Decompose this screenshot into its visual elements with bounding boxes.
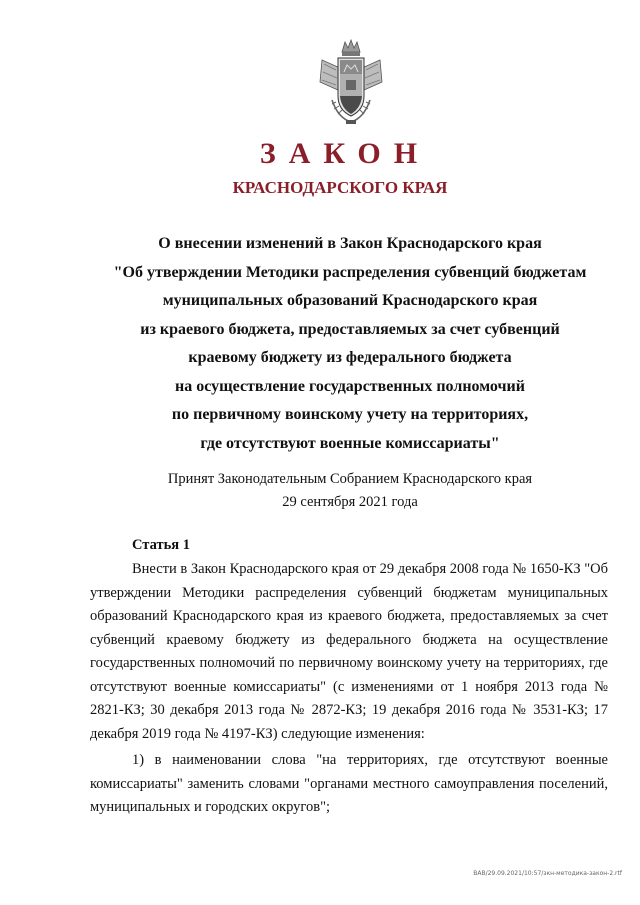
- article-paragraph: Внести в Закон Краснодарского края от 29 декабря 2008 года № 1650-КЗ "Об утверждении Методики распределения субвенций бюджетам муниципальных образований Краснодарского края из краевого бюджета, предоставляемых за счет субвенций краевому бюджету из федерального бюджета на осуществление государственных полномочий по первичному воинскому учету на территориях, где отсутствуют военные комиссариаты" (с изменениями от 1 ноября 2013 года № 2821-КЗ; 30 декабря 2013 года № 2872-КЗ; 19 декабря 2016 года № 3531-КЗ; 17 декабря 2019 года № 4197-КЗ) следующие изменения:: [90, 561, 608, 742]
- adoption-note: [90, 468, 610, 514]
- law-subtitle: КРАСНОДАРСКОГО КРАЯ: [232, 178, 448, 197]
- heading-line: краевому бюджету из федерального бюджета: [188, 349, 512, 366]
- heading-line: по первичному воинскому учету на территориях,: [171, 406, 529, 423]
- heading-line: на осуществление государственных полномочий: [175, 377, 525, 395]
- heading-line: муниципальных образований Краснодарского края: [162, 292, 538, 309]
- law-title: ЗАКОН: [259, 137, 431, 170]
- adoption-body: Принят Законодательным Собранием Краснодарского края: [167, 471, 533, 487]
- article-paragraph: 1) в наименовании слова "на территориях, где отсутствуют военные комиссариаты" заменить словами "органами местного самоуправления поселений, муниципальных и городских округов";: [90, 752, 608, 815]
- heading-line: О внесении изменений в Закон Краснодарского края: [158, 235, 542, 252]
- heading-line: из краевого бюджета, предоставляемых за счет субвенций: [140, 320, 560, 338]
- adoption-date: 29 сентября 2021 года: [282, 494, 418, 510]
- article-body: [90, 558, 608, 820]
- law-heading: [90, 230, 610, 458]
- document-footer-code: ВАВ/29.09.2021/10:57/зкн-методика-закон-2.rtf: [473, 870, 622, 877]
- heading-line: "Об утверждении Методики распределения субвенций бюджетам: [113, 263, 587, 281]
- heading-line: где отсутствуют военные комиссариаты": [200, 434, 500, 452]
- krasnodar-coat-of-arms-icon: [318, 38, 384, 126]
- article-title: Статья 1: [132, 537, 190, 553]
